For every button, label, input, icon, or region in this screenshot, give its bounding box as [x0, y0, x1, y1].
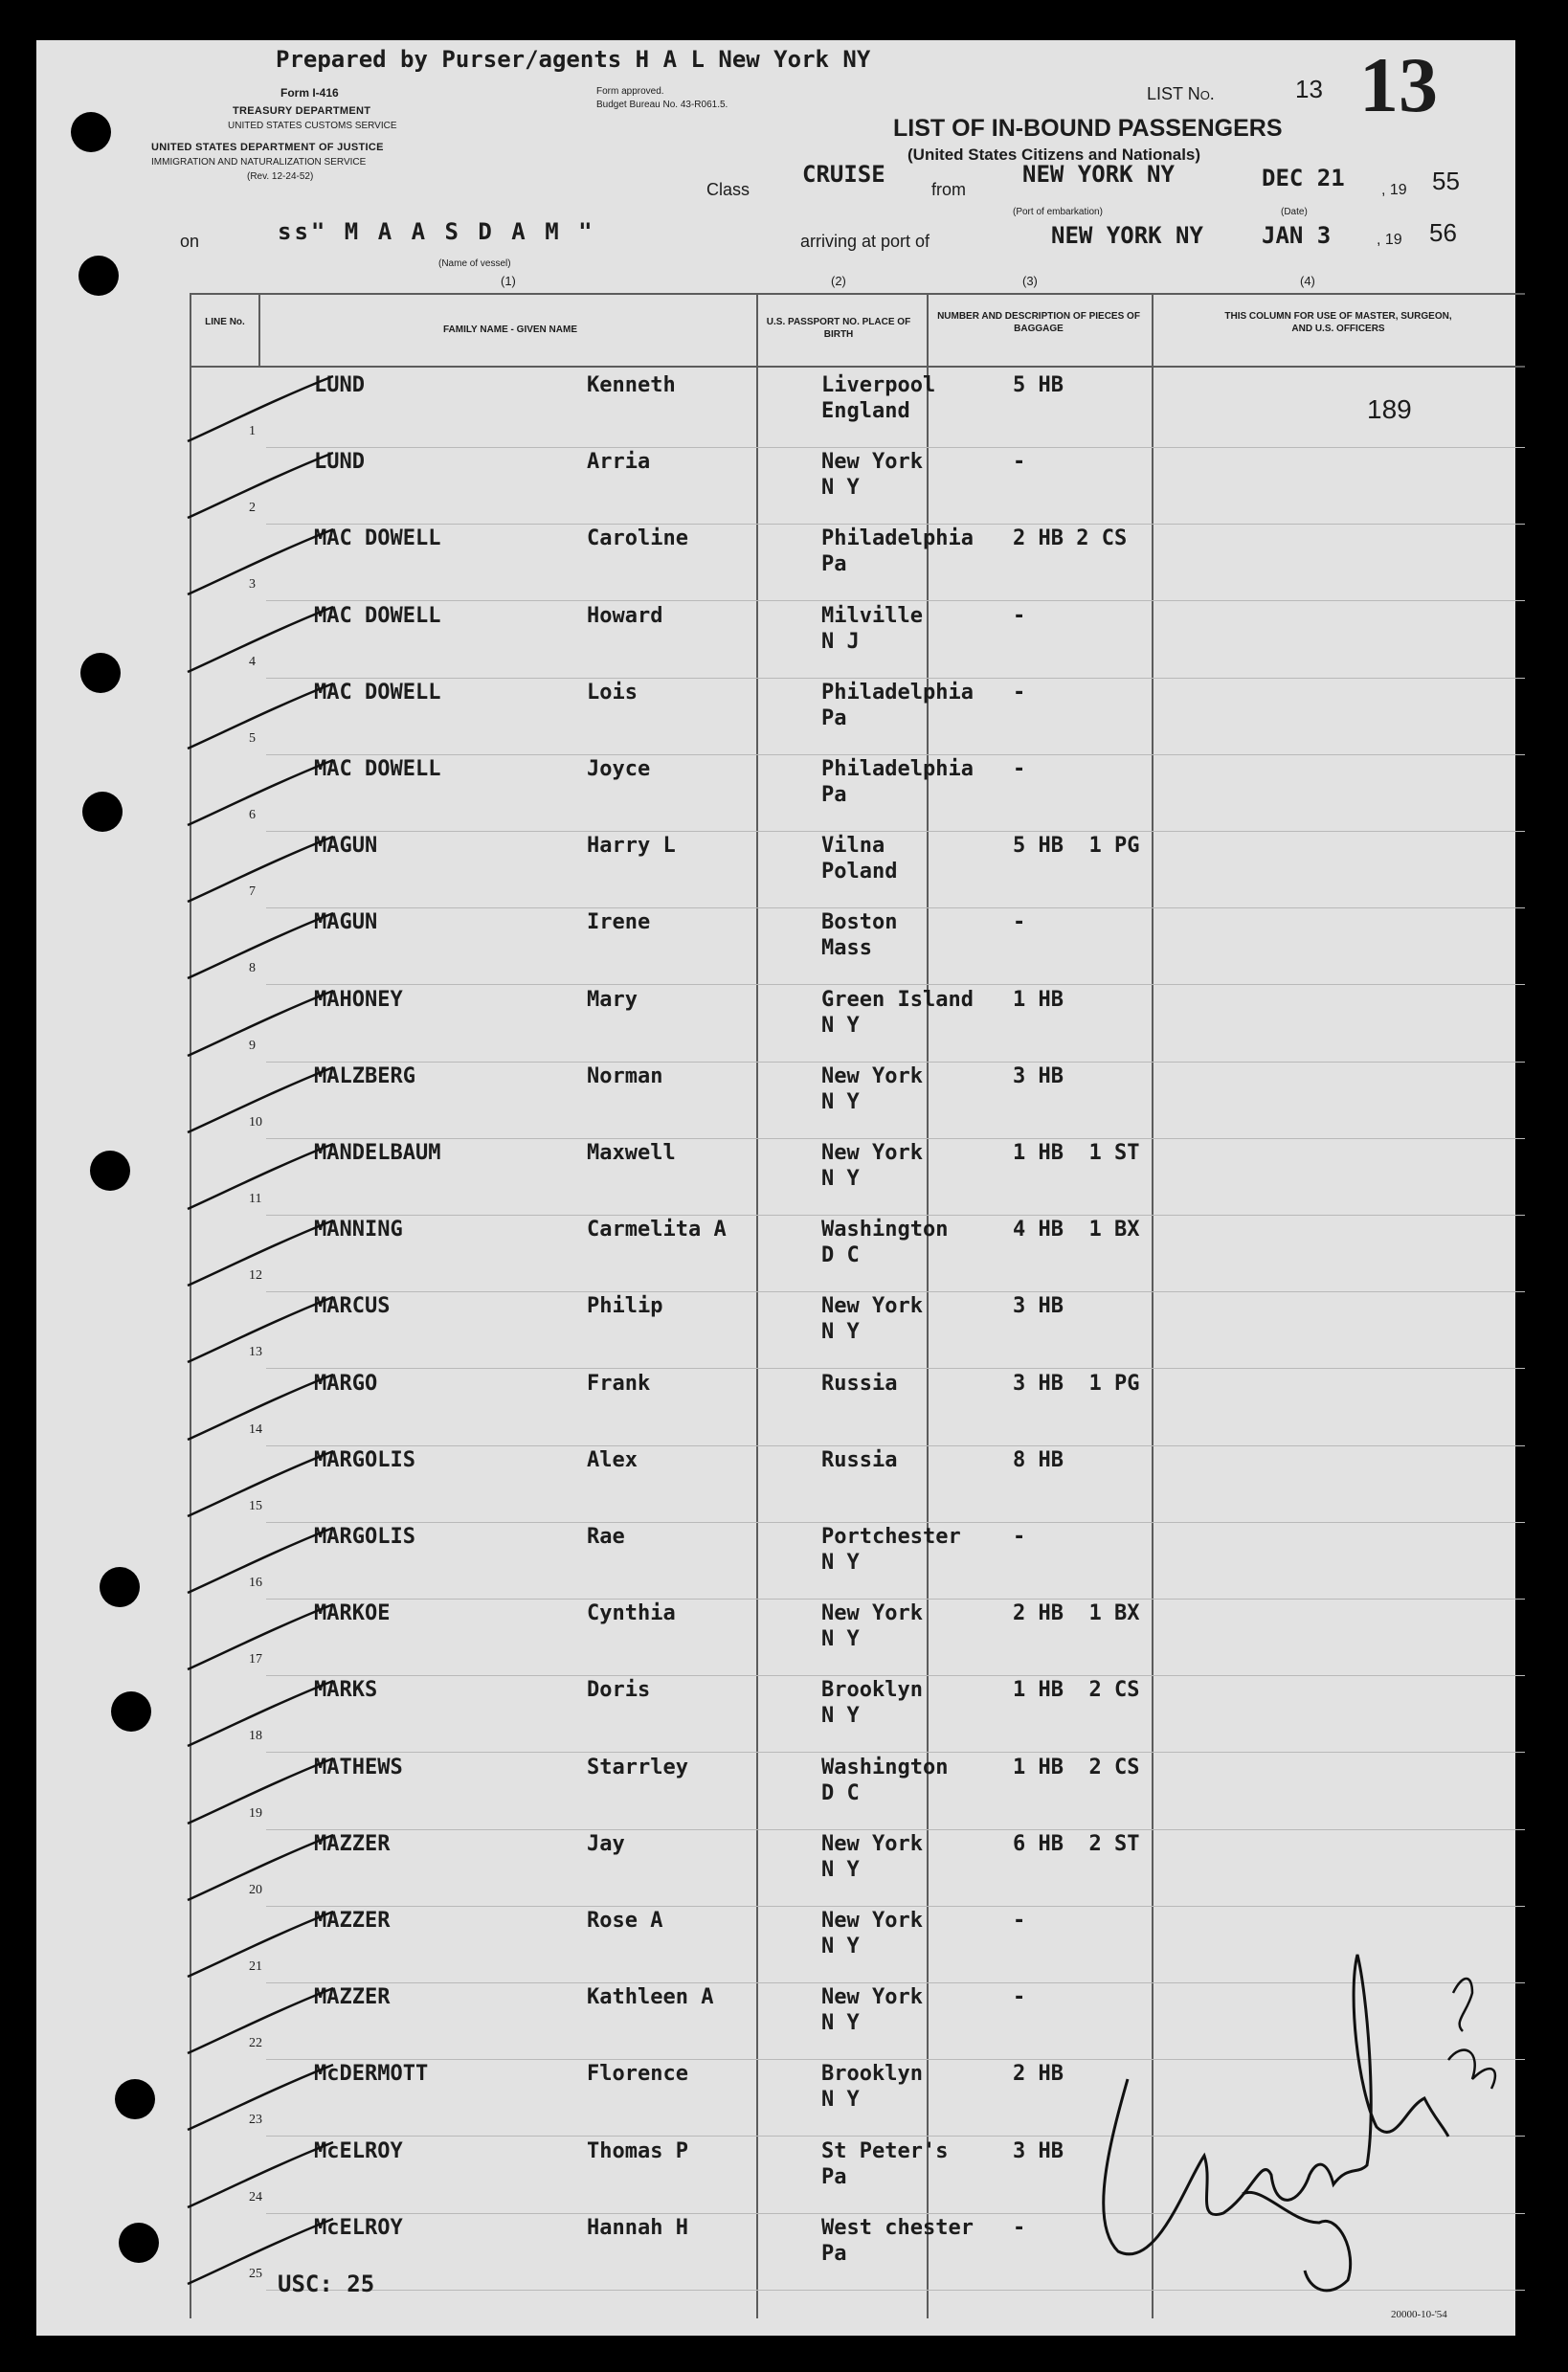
line-number: 12	[249, 1268, 262, 1284]
baggage: 3 HB	[1013, 2138, 1064, 2163]
check-mark-icon	[180, 1753, 343, 1829]
baggage: -	[1013, 680, 1026, 705]
line-number: 21	[249, 1959, 262, 1974]
form-approved: Form approved.	[596, 86, 664, 97]
line-number: 13	[249, 1345, 262, 1360]
table-row	[249, 447, 1525, 525]
line-number: 14	[249, 1421, 262, 1437]
binder-hole	[78, 256, 119, 296]
check-mark-icon	[180, 447, 343, 524]
check-mark-icon	[180, 1675, 343, 1752]
line-number: 25	[249, 2266, 262, 2281]
binder-hole	[80, 653, 121, 693]
place-of-birth: Washington D C	[821, 1218, 949, 1268]
line-number: 17	[249, 1652, 262, 1667]
baggage: 3 HB	[1013, 1294, 1064, 1319]
baggage: -	[1013, 603, 1026, 628]
check-mark-icon	[180, 1445, 343, 1522]
given-name: Arria	[587, 450, 651, 475]
baggage: 1 HB 1 ST	[1013, 1141, 1140, 1165]
given-name: Maxwell	[587, 1141, 676, 1165]
given-name: Irene	[587, 910, 651, 935]
given-name: Rose A	[587, 1909, 663, 1933]
line-number: 2	[249, 501, 256, 516]
check-mark-icon	[180, 1599, 343, 1675]
line-number: 4	[249, 654, 256, 669]
place-of-birth: New York N Y	[821, 1909, 923, 1958]
place-of-birth: Vilna Poland	[821, 834, 898, 884]
place-of-birth: New York N Y	[821, 1985, 923, 2036]
table-row	[249, 1599, 1525, 1676]
given-name: Doris	[587, 1678, 651, 1703]
family-name: MARCUS	[314, 1294, 391, 1319]
given-name: Harry L	[587, 834, 676, 859]
baggage: 3 HB 1 PG	[1013, 1371, 1140, 1396]
table-row	[249, 1369, 1525, 1446]
place-of-birth: New York N Y	[821, 1831, 923, 1882]
baggage: 5 HB 1 PG	[1013, 834, 1140, 859]
departure-date: DEC 21	[1262, 165, 1345, 191]
col-number-1: (1)	[501, 274, 516, 288]
vessel-label: (Name of vessel)	[438, 258, 511, 269]
date-label: (Date)	[1281, 207, 1308, 217]
family-name: MARKS	[314, 1678, 378, 1703]
family-name: MATHEWS	[314, 1755, 403, 1779]
table-row	[249, 678, 1525, 755]
baggage: -	[1013, 2215, 1026, 2240]
officer-annotation: 189	[1367, 394, 1412, 424]
form-number: Form I-416	[280, 86, 339, 100]
family-name: MARKOE	[314, 1601, 391, 1626]
family-name: MAZZER	[314, 1831, 391, 1856]
prepared-by: Prepared by Purser/agents H A L New York NY	[276, 46, 871, 73]
family-name: MAZZER	[314, 1909, 391, 1933]
page-number: 13	[1359, 41, 1438, 128]
given-name: Cynthia	[587, 1601, 676, 1626]
customs-label: UNITED STATES CUSTOMS SERVICE	[228, 121, 397, 131]
baggage: 1 HB 2 CS	[1013, 1678, 1140, 1703]
ins-label: IMMIGRATION AND NATURALIZATION SERVICE	[151, 157, 367, 168]
check-mark-icon	[180, 1215, 343, 1291]
line-number: 15	[249, 1498, 262, 1513]
family-name: MAZZER	[314, 1985, 391, 2010]
baggage: 2 HB 2 CS	[1013, 526, 1128, 551]
line-number: 22	[249, 2036, 262, 2051]
justice-label: UNITED STATES DEPARTMENT OF JUSTICE	[151, 142, 384, 153]
signature-icon	[1070, 1936, 1511, 2318]
line-number: 20	[249, 1882, 262, 1897]
family-name: MARGO	[314, 1371, 378, 1396]
col-number-3: (3)	[1022, 274, 1038, 288]
check-mark-icon	[180, 754, 343, 831]
place-of-birth: Philadelphia Pa	[821, 757, 974, 807]
place-of-birth: Liverpool England	[821, 373, 936, 423]
table-row	[249, 524, 1525, 601]
place-of-birth: New York N Y	[821, 1601, 923, 1652]
table-row	[249, 1138, 1525, 1216]
family-name: MAC DOWELL	[314, 680, 441, 705]
place-of-birth: Washington D C	[821, 1755, 949, 1805]
line-col-rule	[258, 293, 260, 366]
place-of-birth: New York N Y	[821, 1294, 923, 1345]
header-baggage: NUMBER AND DESCRIPTION OF PIECES OF BAGGAGE	[937, 311, 1140, 334]
year-prefix: , 19	[1377, 232, 1402, 248]
given-name: Carmelita A	[587, 1218, 727, 1242]
table-top-rule	[190, 293, 1525, 295]
table-row	[249, 1753, 1525, 1830]
from-label: from	[931, 180, 966, 199]
family-name: MAGUN	[314, 834, 378, 859]
binder-hole	[115, 2079, 155, 2119]
class-value: CRUISE	[802, 161, 885, 188]
line-number: 19	[249, 1805, 262, 1821]
line-number: 18	[249, 1729, 262, 1744]
treasury-label: TREASURY DEPARTMENT	[233, 105, 371, 117]
binder-hole	[100, 1567, 140, 1607]
check-mark-icon	[180, 678, 343, 754]
family-name: MAHONEY	[314, 987, 403, 1012]
given-name: Howard	[587, 603, 663, 628]
line-number: 10	[249, 1114, 262, 1130]
place-of-birth: Brooklyn N Y	[821, 2062, 923, 2113]
class-label: Class	[706, 180, 750, 199]
place-of-birth: Green Island N Y	[821, 987, 974, 1038]
list-no-value: 13	[1295, 75, 1323, 103]
given-name: Mary	[587, 987, 638, 1012]
baggage: 6 HB 2 ST	[1013, 1831, 1140, 1856]
on-label: on	[180, 232, 200, 251]
check-mark-icon	[180, 601, 343, 678]
line-number: 7	[249, 884, 256, 900]
table-row	[249, 1215, 1525, 1292]
family-name: McELROY	[314, 2138, 403, 2163]
table-row	[249, 831, 1525, 908]
table-row	[249, 1829, 1525, 1907]
family-name: MANDELBAUM	[314, 1141, 441, 1165]
table-row	[249, 1062, 1525, 1139]
baggage: -	[1013, 1525, 1026, 1549]
binder-hole	[119, 2223, 159, 2263]
baggage: 4 HB 1 BX	[1013, 1218, 1140, 1242]
family-name: MARGOLIS	[314, 1525, 415, 1549]
check-mark-icon	[180, 1522, 343, 1599]
given-name: Frank	[587, 1371, 651, 1396]
line-number: 3	[249, 577, 256, 593]
arrival-date: JAN 3	[1262, 222, 1332, 249]
given-name: Lois	[587, 680, 638, 705]
header-name: FAMILY NAME - GIVEN NAME	[442, 324, 577, 335]
check-mark-icon	[180, 1138, 343, 1215]
given-name: Thomas P	[587, 2138, 688, 2163]
binder-hole	[71, 112, 111, 152]
from-port: NEW YORK NY	[1022, 161, 1175, 188]
header-passport: U.S. PASSPORT NO. PLACE OF BIRTH	[766, 317, 911, 340]
col-number-2: (2)	[831, 274, 846, 288]
family-name: MAC DOWELL	[314, 526, 441, 551]
binder-hole	[90, 1151, 130, 1191]
baggage: 3 HB	[1013, 1063, 1064, 1088]
line-number: 11	[249, 1192, 262, 1206]
check-mark-icon	[180, 2059, 343, 2136]
place-of-birth: Portchester N Y	[821, 1525, 961, 1575]
family-name: MAC DOWELL	[314, 603, 441, 628]
given-name: Joyce	[587, 757, 651, 781]
place-of-birth: Boston Mass	[821, 910, 898, 961]
given-name: Alex	[587, 1447, 638, 1472]
place-of-birth: Philadelphia Pa	[821, 680, 974, 730]
place-of-birth: Russia	[821, 1447, 898, 1472]
family-name: McELROY	[314, 2215, 403, 2240]
list-title: LIST OF IN-BOUND PASSENGERS	[893, 115, 1283, 142]
table-row	[249, 1445, 1525, 1523]
given-name: Philip	[587, 1294, 663, 1319]
given-name: Norman	[587, 1063, 663, 1088]
given-name: Rae	[587, 1525, 625, 1549]
baggage: -	[1013, 1909, 1026, 1933]
check-mark-icon	[180, 524, 343, 600]
check-mark-icon	[180, 907, 343, 984]
check-mark-icon	[180, 2137, 343, 2213]
check-mark-icon	[180, 1906, 343, 1982]
table-row	[249, 907, 1525, 985]
binder-hole	[82, 792, 123, 832]
place-of-birth: West chester Pa	[821, 2215, 974, 2266]
usc-count: USC: 25	[278, 2271, 375, 2297]
line-number: 5	[249, 730, 256, 746]
place-of-birth: New York N Y	[821, 1063, 923, 1114]
table-row	[249, 985, 1525, 1063]
given-name: Caroline	[587, 526, 688, 551]
arriving-label: arriving at port of	[800, 232, 930, 251]
col-number-4: (4)	[1300, 274, 1315, 288]
baggage: 8 HB	[1013, 1447, 1064, 1472]
departure-year: 55	[1432, 167, 1460, 195]
place-of-birth: St Peter's Pa	[821, 2138, 949, 2189]
line-number: 9	[249, 1038, 256, 1053]
given-name: Hannah H	[587, 2215, 688, 2240]
family-name: McDERMOTT	[314, 2062, 429, 2087]
line-number: 8	[249, 961, 256, 976]
baggage: -	[1013, 1985, 1026, 2010]
header-line-no: LINE No.	[205, 317, 245, 327]
table-row	[249, 601, 1525, 679]
line-number: 16	[249, 1576, 262, 1590]
list-subtitle: (United States Citizens and Nationals)	[907, 145, 1201, 164]
check-mark-icon	[180, 1369, 343, 1445]
arrival-port: NEW YORK NY	[1051, 222, 1203, 249]
table-row	[249, 1522, 1525, 1600]
given-name: Starrley	[587, 1755, 688, 1779]
check-mark-icon	[180, 1982, 343, 2059]
line-number: 23	[249, 2113, 262, 2128]
print-code: 20000-10-'54	[1391, 2309, 1447, 2320]
family-name: MANNING	[314, 1218, 403, 1242]
baggage: 1 HB 2 CS	[1013, 1755, 1140, 1779]
check-mark-icon	[180, 831, 343, 907]
header-officers: THIS COLUMN FOR USE OF MASTER, SURGEON, AND U.S. OFFICERS	[1224, 311, 1452, 334]
place-of-birth: Philadelphia Pa	[821, 526, 974, 577]
check-mark-icon	[180, 370, 343, 447]
binder-hole	[111, 1691, 151, 1732]
family-name: MALZBERG	[314, 1063, 415, 1088]
place-of-birth: New York N Y	[821, 1141, 923, 1191]
list-no-label: LIST No.	[1147, 84, 1215, 103]
manifest-sheet	[36, 40, 1515, 2336]
place-of-birth: Russia	[821, 1371, 898, 1396]
place-of-birth: Brooklyn N Y	[821, 1678, 923, 1729]
family-name: LUND	[314, 373, 365, 397]
table-row	[249, 370, 1525, 448]
check-mark-icon	[180, 1291, 343, 1368]
family-name: MAGUN	[314, 910, 378, 935]
family-name: MAC DOWELL	[314, 757, 441, 781]
budget-bureau: Budget Bureau No. 43-R061.5.	[596, 100, 728, 110]
check-mark-icon	[180, 1062, 343, 1138]
year-prefix: , 19	[1381, 182, 1407, 198]
table-row	[249, 1291, 1525, 1369]
vessel-name: ss" M A A S D A M "	[278, 218, 595, 245]
baggage: -	[1013, 450, 1026, 475]
family-name: MARGOLIS	[314, 1447, 415, 1472]
given-name: Jay	[587, 1831, 625, 1856]
arrival-year: 56	[1429, 218, 1457, 247]
given-name: Kathleen A	[587, 1985, 714, 2010]
table-header-rule	[190, 366, 1525, 368]
baggage: 2 HB	[1013, 2062, 1064, 2087]
table-row	[249, 1675, 1525, 1753]
check-mark-icon	[180, 985, 343, 1062]
check-mark-icon	[180, 1829, 343, 1906]
baggage: 1 HB	[1013, 987, 1064, 1012]
line-number: 1	[249, 424, 256, 438]
table-row	[249, 754, 1525, 832]
baggage: 5 HB	[1013, 373, 1064, 397]
line-number: 24	[249, 2189, 262, 2204]
baggage: -	[1013, 757, 1026, 781]
baggage: 2 HB 1 BX	[1013, 1601, 1140, 1626]
baggage: -	[1013, 910, 1026, 935]
revision-label: (Rev. 12-24-52)	[247, 171, 314, 182]
given-name: Kenneth	[587, 373, 676, 397]
family-name: LUND	[314, 450, 365, 475]
place-of-birth: New York N Y	[821, 450, 923, 501]
line-number: 6	[249, 808, 256, 822]
place-of-birth: Milville N J	[821, 603, 923, 654]
given-name: Florence	[587, 2062, 688, 2087]
port-embarkation-label: (Port of embarkation)	[1013, 207, 1103, 217]
